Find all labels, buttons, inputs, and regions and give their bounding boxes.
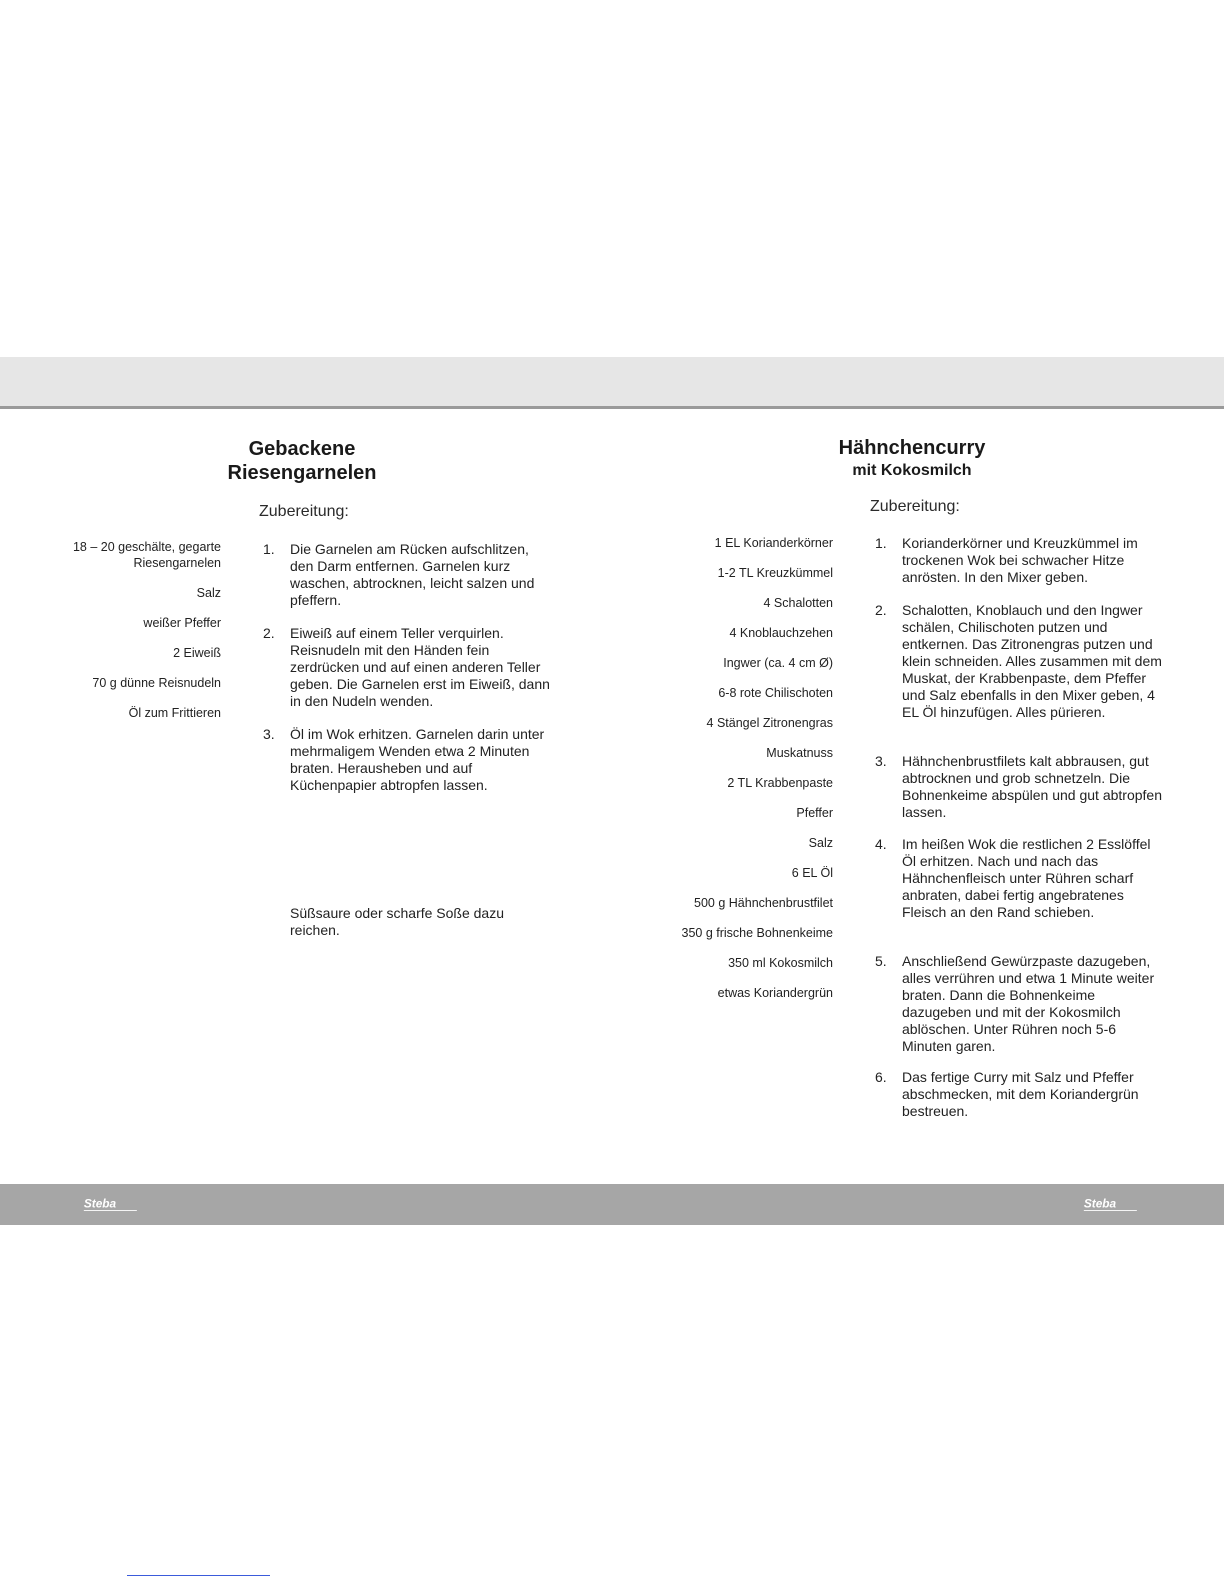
ingredient-item: Ingwer (ca. 4 cm Ø) bbox=[723, 656, 833, 670]
left-prep-heading: Zubereitung: bbox=[259, 503, 349, 520]
step-text: Korianderkörner und Kreuzkümmel im trockenen Wok bei schwacher Hitze anrösten. In den Mixer geben. bbox=[902, 535, 1138, 585]
left-step-list bbox=[263, 541, 553, 801]
step-text: Die Garnelen am Rücken aufschlitzen, den Darm entfernen. Garnelen kurz waschen, abtrocknen, leicht salzen und pfeffern. bbox=[290, 541, 535, 608]
brand-text: Steba bbox=[1083, 1196, 1117, 1211]
step-number: 4. bbox=[875, 836, 887, 852]
ingredient-item: 350 g frische Bohnenkeime bbox=[681, 926, 833, 940]
steba-logo-left bbox=[82, 1195, 146, 1213]
step-number: 1. bbox=[875, 535, 887, 551]
step-text: Schalotten, Knoblauch und den Ingwer schälen, Chilischoten putzen und entkernen. Das Zitronengras putzen und klein schneiden. Alles zusammen mit dem Muskat, der Krabbenpaste, dem Pfeffer und Salz ebenfalls in den Mixer geben, 4 EL Öl hinzufügen. Alles pürieren. bbox=[902, 602, 1162, 720]
right-recipe-title bbox=[800, 436, 1024, 481]
step-item bbox=[263, 541, 553, 609]
ingredient-item: weißer Pfeffer bbox=[143, 616, 221, 630]
right-title-subtitle: mit Kokosmilch bbox=[852, 462, 972, 479]
step-item bbox=[875, 753, 1165, 821]
ingredient-item: Salz bbox=[196, 586, 221, 600]
right-prep-heading: Zubereitung: bbox=[870, 498, 960, 515]
ingredient-item: 6 EL Öl bbox=[791, 866, 833, 880]
step-text: Öl im Wok erhitzen. Garnelen darin unter mehrmaligem Wenden etwa 2 Minuten braten. Herausheben und auf Küchenpapier abtropfen lassen. bbox=[290, 726, 545, 793]
ingredient-item: Pfeffer bbox=[796, 806, 833, 820]
step-text: Anschließend Gewürzpaste dazugeben, alles verrühren und etwa 1 Minute weiter braten. Dann die Bohnenkeime dazugeben und mit der Kokosmilch ablöschen. Unter Rühren noch 5-6 Minuten garen. bbox=[902, 953, 1155, 1054]
step-item bbox=[263, 726, 553, 794]
step-item bbox=[875, 836, 1165, 921]
ingredient-item: 2 TL Krabbenpaste bbox=[727, 776, 833, 790]
right-step-list bbox=[875, 535, 1165, 1125]
step-text: Das fertige Curry mit Salz und Pfeffer abschmecken, mit dem Koriandergrün bestreuen. bbox=[902, 1069, 1139, 1119]
right-ingredient-list bbox=[640, 535, 833, 1005]
step-text: Hähnchenbrustfilets kalt abbrausen, gut abtrocknen und grob schnetzeln. Die Bohnenkeime abspülen und gut abtropfen lassen. bbox=[902, 753, 1162, 820]
ingredient-item: 6-8 rote Chilischoten bbox=[718, 686, 833, 700]
step-text: Im heißen Wok die restlichen 2 Esslöffel Öl erhitzen. Nach und nach das Hähnchenfleisch unter Rühren scharf anbraten, dabei fertig angebratenes Fleisch an den Rand schieben. bbox=[902, 836, 1151, 920]
left-title-line1: Gebackene bbox=[248, 438, 356, 460]
step-text: Eiweiß auf einem Teller verquirlen. Reisnudeln mit den Händen fein zerdrücken und auf einen anderen Teller geben. Die Garnelen erst im Eiweiß, dann in den Nudeln wenden. bbox=[290, 625, 550, 709]
header-band bbox=[0, 357, 1224, 409]
step-item bbox=[875, 1069, 1165, 1120]
ingredient-item: 4 Schalotten bbox=[763, 596, 833, 610]
ingredient-item: Salz bbox=[808, 836, 833, 850]
step-number: 1. bbox=[263, 541, 275, 557]
step-number: 3. bbox=[263, 726, 275, 742]
ingredient-item: Öl zum Frittieren bbox=[128, 706, 221, 720]
ingredient-item: Muskatnuss bbox=[766, 746, 833, 760]
step-number: 5. bbox=[875, 953, 887, 969]
ingredient-item: 18 – 20 geschälte, gegarte Riesengarnelen bbox=[72, 540, 221, 570]
left-title-line2: Riesengarnelen bbox=[227, 462, 377, 484]
step-number: 2. bbox=[263, 625, 275, 641]
bottom-rule bbox=[127, 1575, 270, 1576]
ingredient-item: 70 g dünne Reisnudeln bbox=[92, 676, 221, 690]
step-number: 6. bbox=[875, 1069, 887, 1085]
ingredient-item: 1-2 TL Kreuzkümmel bbox=[717, 566, 833, 580]
ingredient-item: 2 Eiweiß bbox=[173, 646, 221, 660]
ingredient-item: 350 ml Kokosmilch bbox=[728, 956, 833, 970]
step-item bbox=[263, 625, 553, 710]
left-ingredient-list bbox=[40, 539, 221, 729]
left-recipe-title bbox=[200, 437, 404, 485]
step-item bbox=[875, 602, 1165, 721]
ingredient-item: 4 Stängel Zitronengras bbox=[706, 716, 833, 730]
ingredient-item: 1 EL Korianderkörner bbox=[714, 536, 833, 550]
step-number: 3. bbox=[875, 753, 887, 769]
ingredient-item: 4 Knoblauchzehen bbox=[729, 626, 833, 640]
step-number: 2. bbox=[875, 602, 887, 618]
brand-text: Steba bbox=[83, 1196, 117, 1211]
left-serving-note: Süßsaure oder scharfe Soße dazu reichen. bbox=[290, 905, 505, 938]
steba-logo-right bbox=[1082, 1195, 1146, 1213]
step-item bbox=[875, 953, 1165, 1055]
footer-band bbox=[0, 1184, 1224, 1225]
right-title-line1: Hähnchencurry bbox=[838, 437, 986, 459]
step-item bbox=[875, 535, 1165, 586]
ingredient-item: 500 g Hähnchenbrustfilet bbox=[694, 896, 833, 910]
ingredient-item: etwas Koriandergrün bbox=[717, 986, 833, 1000]
